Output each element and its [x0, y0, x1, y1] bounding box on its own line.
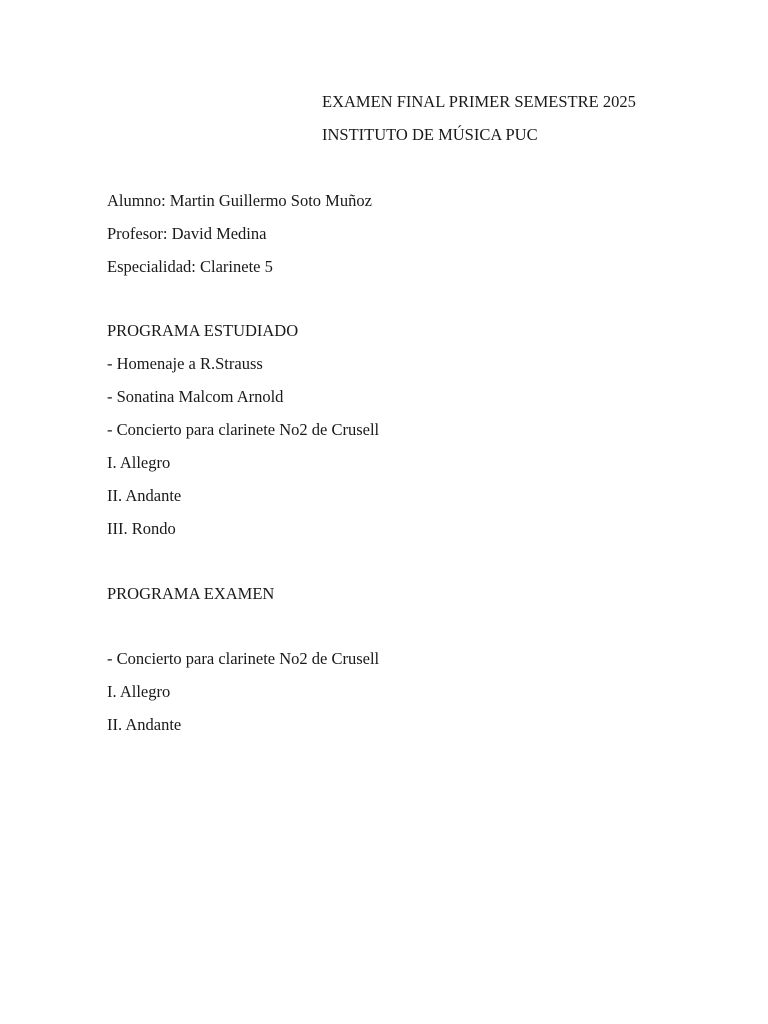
exam-title: EXAMEN FINAL PRIMER SEMESTRE 2025	[322, 92, 636, 111]
exam-program-heading	[107, 583, 274, 616]
list-item: - Concierto para clarinete No2 de Crusell	[107, 420, 380, 439]
list-item: III. Rondo	[107, 519, 176, 538]
list-item: I. Allegro	[107, 682, 171, 701]
exam-program-title: PROGRAMA EXAMEN	[107, 584, 275, 603]
list-item: - Sonatina Malcom Arnold	[107, 387, 284, 406]
student-name: Alumno: Martin Guillermo Soto Muñoz	[107, 191, 372, 210]
institute-name: INSTITUTO DE MÚSICA PUC	[322, 125, 538, 144]
list-item: II. Andante	[107, 486, 182, 505]
document-header	[322, 91, 636, 157]
list-item: II. Andante	[107, 715, 182, 734]
specialty: Especialidad: Clarinete 5	[107, 257, 273, 276]
exam-program	[107, 648, 379, 747]
list-item: I. Allegro	[107, 453, 171, 472]
list-item: - Homenaje a R.Strauss	[107, 354, 263, 373]
professor-name: Profesor: David Medina	[107, 224, 267, 243]
list-item: - Concierto para clarinete No2 de Crusell	[107, 649, 380, 668]
student-info	[107, 190, 372, 289]
studied-program	[107, 320, 379, 551]
studied-program-title: PROGRAMA ESTUDIADO	[107, 321, 299, 340]
